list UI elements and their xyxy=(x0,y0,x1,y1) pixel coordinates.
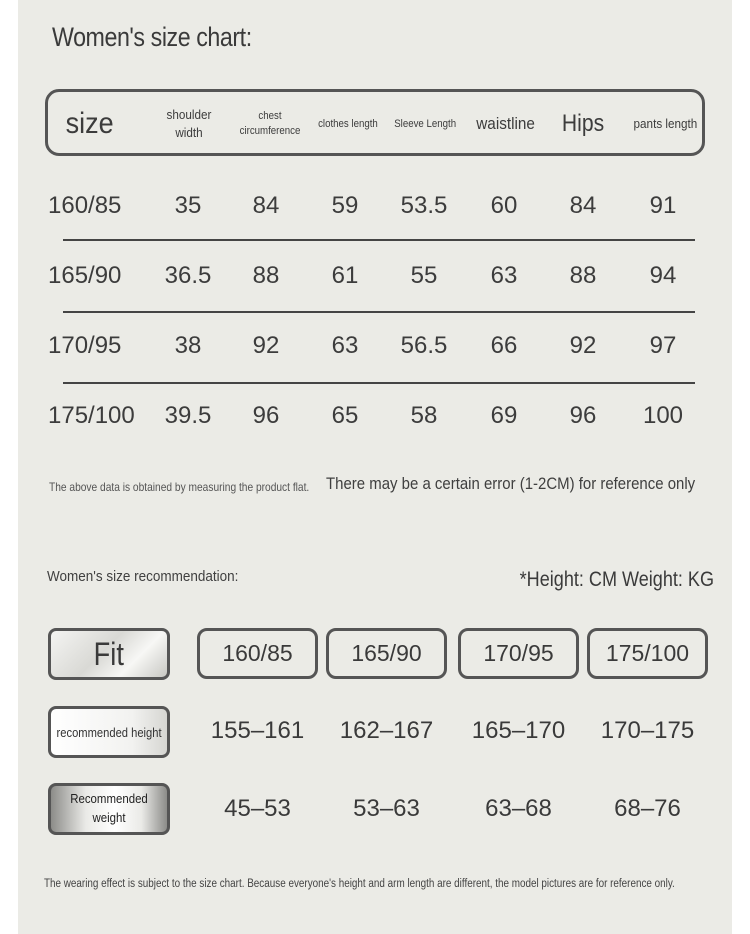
header-sleeve-length: Sleeve Length xyxy=(394,117,456,130)
recommended-height-value: 165–170 xyxy=(471,717,566,744)
fit-label-box xyxy=(48,628,170,680)
cell-clothes: 65 xyxy=(331,402,359,429)
cell-size: 170/95 xyxy=(48,332,122,359)
header-hips: Hips xyxy=(561,109,605,137)
cell-pants: 100 xyxy=(642,402,684,429)
cell-shoulder: 36.5 xyxy=(164,262,212,289)
row-divider xyxy=(63,382,695,384)
size-option-175-100[interactable]: 175/100 xyxy=(587,628,708,679)
cell-sleeve: 56.5 xyxy=(400,332,448,359)
size-option-165-90[interactable]: 165/90 xyxy=(326,628,447,679)
header-shoulder-width: shoulder width xyxy=(166,107,212,140)
measurement-note xyxy=(49,472,746,494)
recommended-weight-label: Recommended weight xyxy=(70,791,148,825)
page-title: Women's size chart: xyxy=(52,22,252,52)
row-divider xyxy=(63,239,695,241)
cell-chest: 92 xyxy=(252,332,280,359)
size-chart-page xyxy=(18,0,732,934)
recommendation-units: *Height: CM Weight: KG xyxy=(519,568,714,591)
note-error: There may be a certain error (1-2CM) for reference only xyxy=(326,474,696,493)
recommendation-title: Women's size recommendation: xyxy=(47,568,239,585)
recommended-height-value: 155–161 xyxy=(210,717,305,744)
cell-waist: 66 xyxy=(490,332,518,359)
fit-label: Fit xyxy=(93,635,125,672)
recommended-height-value: 170–175 xyxy=(600,717,695,744)
row-divider xyxy=(63,311,695,313)
cell-pants: 97 xyxy=(649,332,677,359)
recommended-weight-value: 53–63 xyxy=(353,795,420,822)
cell-shoulder: 38 xyxy=(174,332,202,359)
cell-clothes: 59 xyxy=(331,192,359,219)
recommended-weight-box xyxy=(48,783,170,835)
cell-hips: 96 xyxy=(569,402,597,429)
header-pants-length: pants length xyxy=(633,116,697,132)
cell-waist: 60 xyxy=(490,192,518,219)
recommended-weight-value: 45–53 xyxy=(224,795,291,822)
note-measure: The above data is obtained by measuring the product flat. xyxy=(49,480,310,494)
table-row xyxy=(18,186,732,226)
header-chest-circumference: chest circumference xyxy=(239,110,301,137)
recommended-weight-value: 68–76 xyxy=(614,795,681,822)
cell-size: 160/85 xyxy=(48,192,122,219)
cell-sleeve: 58 xyxy=(410,402,438,429)
cell-hips: 88 xyxy=(569,262,597,289)
recommended-weight-value: 63–68 xyxy=(485,795,552,822)
cell-sleeve: 53.5 xyxy=(400,192,448,219)
recommended-height-label: recommended height xyxy=(56,724,162,740)
cell-chest: 88 xyxy=(252,262,280,289)
cell-size: 175/100 xyxy=(48,402,135,429)
cell-shoulder: 39.5 xyxy=(164,402,212,429)
footer-note: The wearing effect is subject to the size chart. Because everyone's height and arm length are different, the model pictures are for reference only. xyxy=(44,878,675,890)
cell-waist: 63 xyxy=(490,262,518,289)
cell-shoulder: 35 xyxy=(174,192,202,219)
cell-size: 165/90 xyxy=(48,262,122,289)
cell-hips: 84 xyxy=(569,192,597,219)
cell-clothes: 61 xyxy=(331,262,359,289)
cell-sleeve: 55 xyxy=(410,262,438,289)
recommended-height-value: 162–167 xyxy=(339,717,434,744)
cell-clothes: 63 xyxy=(331,332,359,359)
cell-chest: 84 xyxy=(252,192,280,219)
table-row xyxy=(18,396,732,436)
table-row xyxy=(18,326,732,366)
cell-waist: 69 xyxy=(490,402,518,429)
cell-hips: 92 xyxy=(569,332,597,359)
cell-chest: 96 xyxy=(252,402,280,429)
header-clothes-length: clothes length xyxy=(318,117,378,130)
cell-pants: 94 xyxy=(649,262,677,289)
table-row xyxy=(18,256,732,296)
cell-pants: 91 xyxy=(649,192,677,219)
size-option-170-95[interactable]: 170/95 xyxy=(458,628,579,679)
recommended-height-box xyxy=(48,706,170,758)
header-waistline: waistline xyxy=(476,113,536,133)
size-option-160-85[interactable]: 160/85 xyxy=(197,628,318,679)
header-size: size xyxy=(65,106,115,140)
